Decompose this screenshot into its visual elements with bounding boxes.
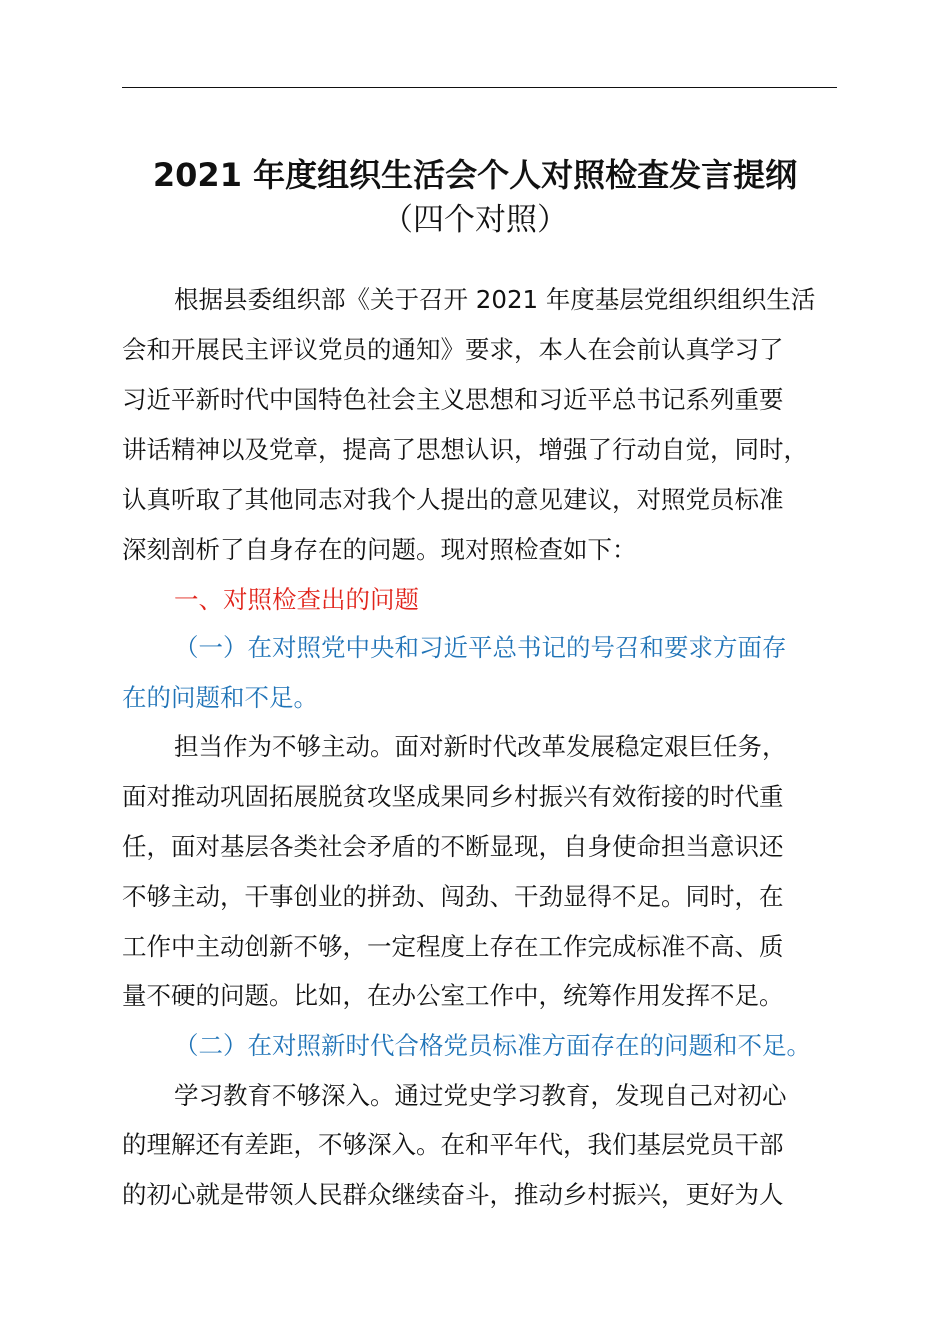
paragraph-line: 讲话精神以及党章，提高了思想认识，增强了行动自觉，同时， (122, 435, 808, 464)
paragraph-line: 学习教育不够深入。通过党史学习教育，发现自己对初心 (174, 1081, 787, 1110)
paragraph-line: 不够主动，干事创业的拼劲、闯劲、干劲显得不足。同时，在 (122, 882, 784, 911)
document-title: 2021 年度组织生活会个人对照检查发言提纲 (152, 156, 798, 194)
paragraph-line: 的理解还有差距，不够深入。在和平年代，我们基层党员干部 (122, 1130, 784, 1159)
paragraph-line: 根据县委组织部《关于召开 2021 年度基层党组织组织生活 (174, 285, 816, 314)
paragraph-line: 习近平新时代中国特色社会主义思想和习近平总书记系列重要 (122, 385, 784, 414)
subsection-heading: （一）在对照党中央和习近平总书记的号召和要求方面存 (174, 633, 787, 662)
document-subtitle: （四个对照） (382, 202, 568, 238)
paragraph-line: 量不硬的问题。比如，在办公室工作中，统筹作用发挥不足。 (122, 981, 784, 1010)
subsection-heading: （二）在对照新时代合格党员标准方面存在的问题和不足。 (174, 1031, 811, 1060)
paragraph-line: 工作中主动创新不够，一定程度上存在工作完成标准不高、质 (122, 932, 784, 961)
paragraph-line: 深刻剖析了自身存在的问题。现对照检查如下： (122, 535, 637, 564)
paragraph-line: 任，面对基层各类社会矛盾的不断显现，自身使命担当意识还 (122, 832, 784, 861)
paragraph-line: 面对推动巩固拓展脱贫攻坚成果同乡村振兴有效衔接的时代重 (122, 782, 784, 811)
paragraph-line: 的初心就是带领人民群众继续奋斗，推动乡村振兴，更好为人 (122, 1180, 784, 1209)
subsection-heading-cont: 在的问题和不足。 (122, 683, 318, 712)
header-rule (122, 87, 837, 88)
paragraph-line: 认真听取了其他同志对我个人提出的意见建议，对照党员标准 (122, 485, 784, 514)
paragraph-line: 担当作为不够主动。面对新时代改革发展稳定艰巨任务， (174, 732, 787, 761)
paragraph-line: 会和开展民主评议党员的通知》要求，本人在会前认真学习了 (122, 335, 784, 364)
section-heading: 一、对照检查出的问题 (174, 585, 419, 614)
